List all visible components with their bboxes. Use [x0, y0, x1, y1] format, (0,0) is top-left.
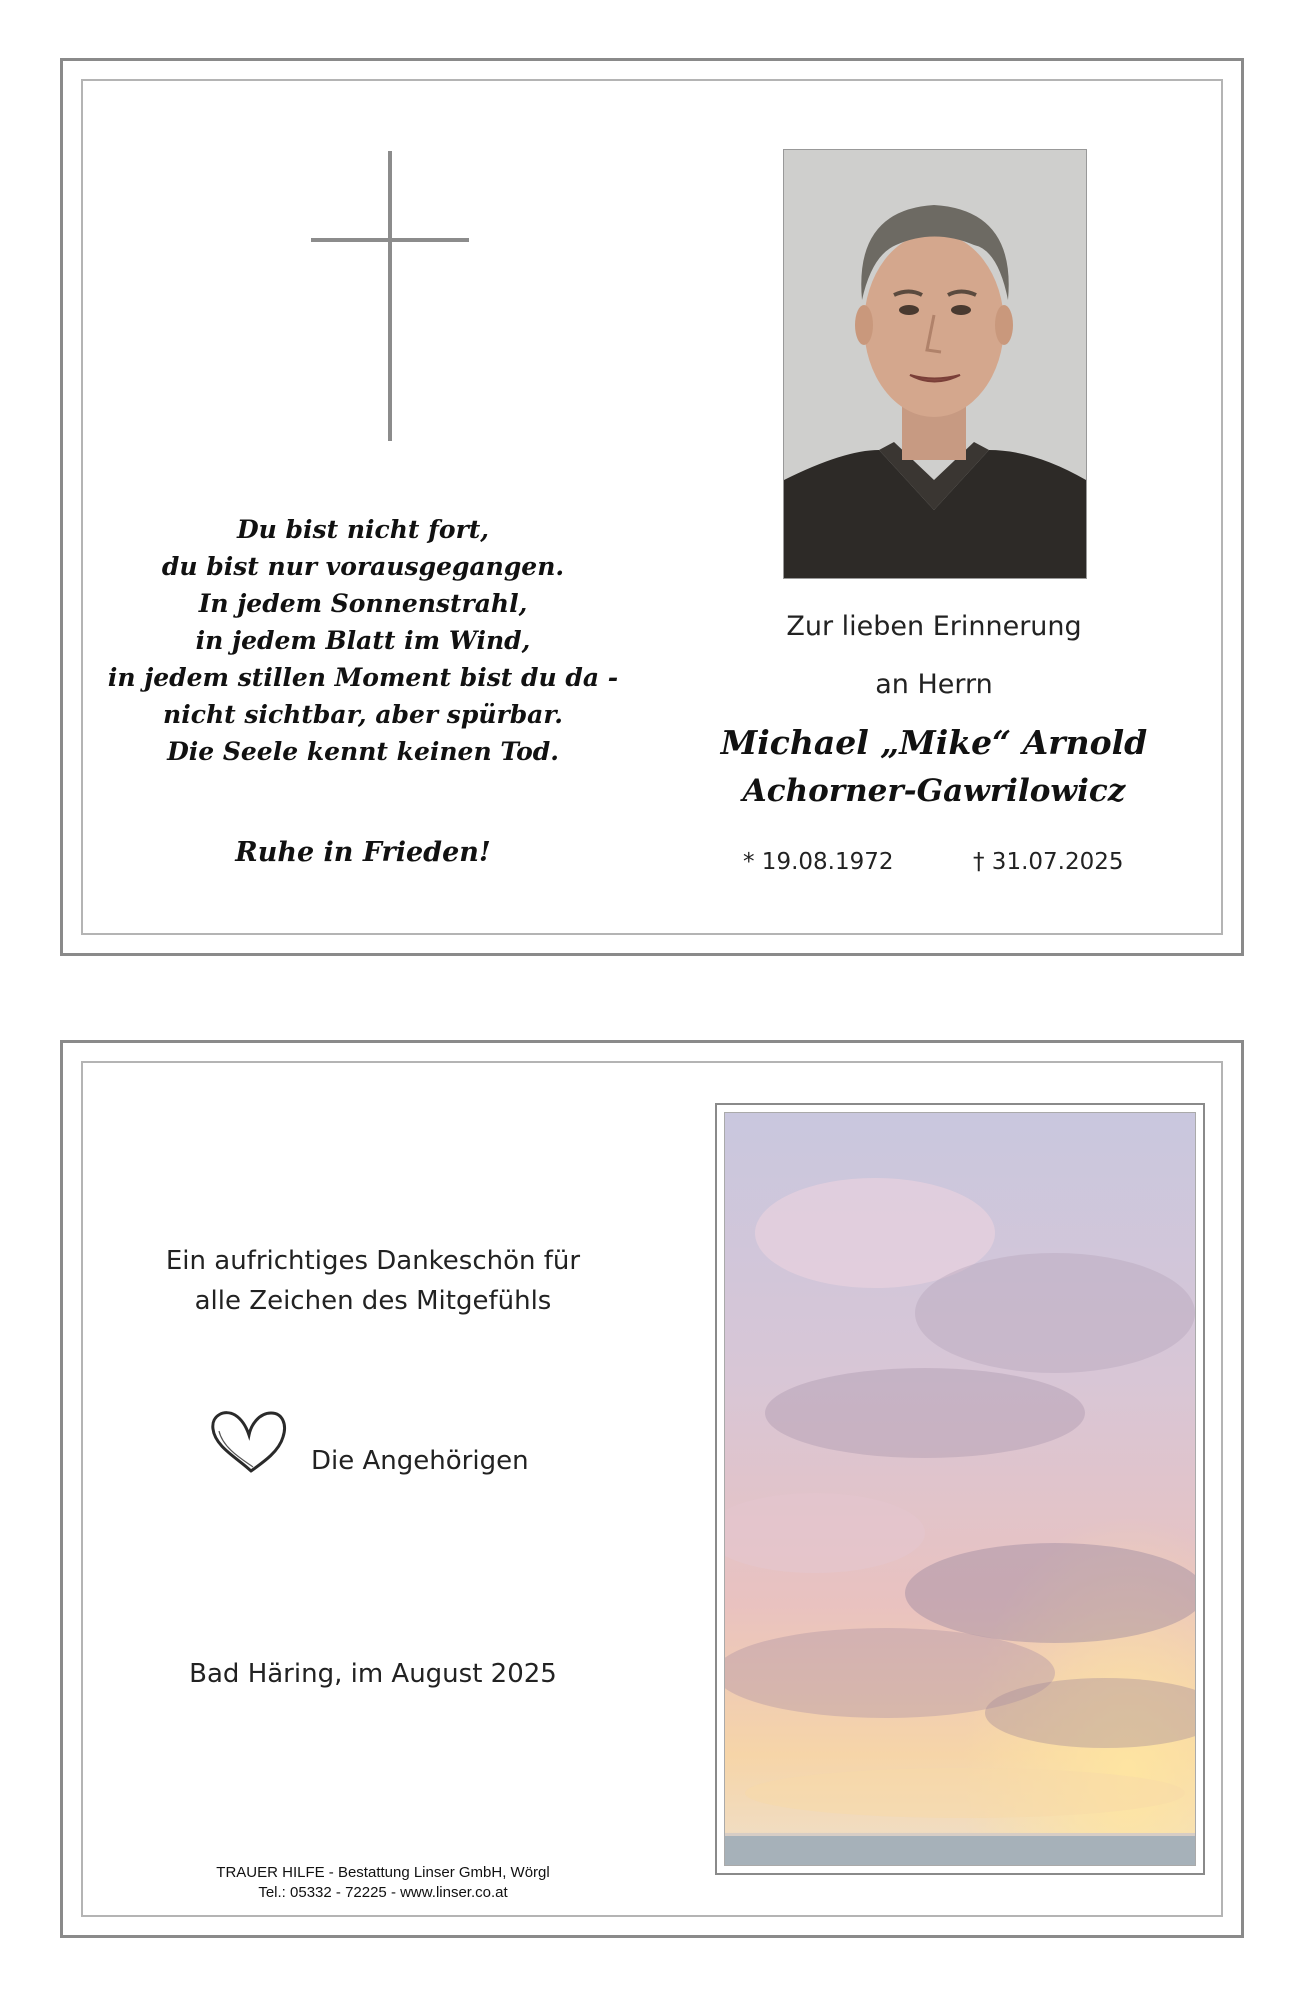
- sky-image: [724, 1112, 1196, 1866]
- poem-line: du bist nur vorausgegangen.: [161, 552, 565, 581]
- portrait-photo: [783, 149, 1087, 579]
- footer-line: Tel.: 05332 - 72225 - www.linser.co.at: [258, 1884, 508, 1901]
- closing-line: Ruhe in Frieden!: [235, 837, 491, 868]
- poem-line: nicht sichtbar, aber spürbar.: [163, 700, 563, 729]
- footer-line: TRAUER HILFE - Bestattung Linser GmbH, Wörgl: [216, 1864, 550, 1881]
- thank-you-text: [143, 1241, 603, 1321]
- poem-line: In jedem Sonnenstrahl,: [198, 589, 528, 618]
- back-card-inner-border: [81, 1061, 1223, 1917]
- heart-icon: [209, 1407, 289, 1484]
- sky-image-frame: [715, 1103, 1205, 1875]
- thank-you-line: alle Zeichen des Mitgefühls: [194, 1286, 552, 1316]
- place-date: Bad Häring, im August 2025: [189, 1659, 557, 1689]
- front-card: [60, 58, 1244, 956]
- cross-vertical-bar: [388, 151, 392, 441]
- cross-horizontal-bar: [311, 238, 469, 242]
- poem-line: in jedem stillen Moment bist du da -: [107, 663, 619, 692]
- poem-line: Du bist nicht fort,: [236, 515, 490, 544]
- back-card: [60, 1040, 1244, 1938]
- salutation: an Herrn: [875, 669, 993, 700]
- deceased-name-line2: Achorner-Gawrilowicz: [742, 773, 1126, 809]
- signature: Die Angehörigen: [311, 1446, 529, 1476]
- memory-line: Zur lieben Erinnerung: [786, 611, 1082, 642]
- thank-you-line: Ein aufrichtiges Dankeschön für: [165, 1246, 581, 1276]
- birth-date: * 19.08.1972: [743, 849, 894, 875]
- front-card-inner-border: [81, 79, 1223, 935]
- funeral-home-footer: [123, 1863, 643, 1903]
- poem: [103, 511, 623, 770]
- death-date: † 31.07.2025: [973, 849, 1124, 875]
- deceased-name-line1: Michael „Mike“ Arnold: [720, 723, 1148, 762]
- poem-line: Die Seele kennt keinen Tod.: [167, 737, 559, 766]
- poem-line: in jedem Blatt im Wind,: [195, 626, 531, 655]
